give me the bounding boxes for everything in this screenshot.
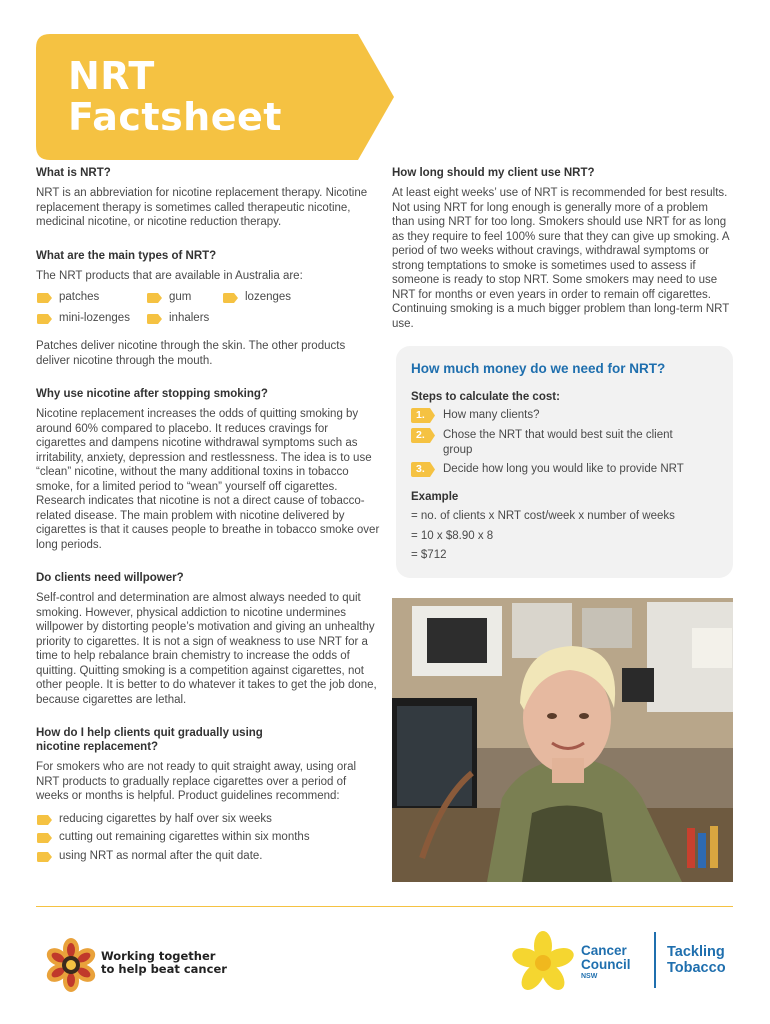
quit-gradually-body: For smokers who are not ready to quit straight away, using oral NRT products to gradually replace cigarettes over a period of weeks or months is helpful. Product guidelines recommend:: [36, 761, 357, 802]
tag-bullet-icon: [37, 314, 52, 324]
right-column: [392, 166, 732, 331]
nrt-type-item: [222, 290, 291, 305]
cancer-council-word-1: Cancer: [581, 943, 627, 958]
list-item-text: reducing cigarettes by half over six weeks: [59, 812, 272, 825]
step-number: 2.: [416, 429, 425, 441]
nrt-type-label: inhalers: [169, 312, 210, 324]
example-heading: Example: [411, 491, 459, 503]
quit-gradually-heading: [36, 726, 381, 754]
footer-tagline-line-1: Working together: [101, 949, 216, 963]
footer-divider: [36, 906, 733, 907]
page-title: [68, 56, 282, 138]
example-line-2: = 10 x $8.90 x 8: [411, 530, 494, 542]
office-photo: [392, 598, 733, 882]
tag-bullet-icon: [37, 852, 52, 862]
tag-bullet-icon: [147, 293, 162, 303]
page-title-line-1: NRT: [68, 54, 155, 98]
example-line-1: = no. of clients x NRT cost/week x number of weeks: [411, 510, 675, 522]
tag-bullet-icon: [37, 815, 52, 825]
cancer-council-word-2: Council: [581, 957, 631, 972]
cost-panel-title: How much money do we need for NRT?: [411, 361, 666, 376]
list-item-text: using NRT as normal after the quit date.: [59, 849, 263, 862]
why-nicotine-heading: Why use nicotine after stopping smoking?: [36, 388, 268, 400]
cost-panel: [396, 346, 733, 578]
how-long-heading: How long should my client use NRT?: [392, 167, 595, 179]
nrt-types-note: Patches deliver nicotine through the skin. The other products deliver nicotine through the mouth.: [36, 340, 346, 367]
cancer-council-logo: [510, 928, 740, 996]
example-line-3: = $712: [411, 549, 447, 561]
list-item-text: cutting out remaining cigarettes within six months: [59, 831, 310, 843]
nrt-type-label: mini-lozenges: [59, 312, 130, 324]
footer-tagline-line-2: to help beat cancer: [101, 962, 227, 976]
what-is-nrt-body: NRT is an abbreviation for nicotine replacement therapy. Nicotine replacement therapy is sometimes called therapeutic nicotine, medicinal nicotine, or nicotine reduction therapy.: [36, 187, 368, 228]
what-is-nrt-heading: What is NRT?: [36, 167, 111, 179]
quit-gradually-heading-line-1: How do I help clients quit gradually using: [36, 727, 263, 739]
logo-divider: [654, 932, 656, 988]
nrt-type-item: [146, 311, 209, 326]
nrt-type-label: lozenges: [245, 291, 292, 303]
title-banner: [36, 34, 394, 160]
list-item: [36, 812, 381, 827]
steps-heading: Steps to calculate the cost:: [411, 391, 560, 403]
step-number-badge: [411, 408, 435, 423]
step-text: Chose the NRT that would best suit the client group: [443, 429, 673, 456]
tackling-tobacco-word-1: Tackling: [667, 944, 725, 960]
step-number: 1.: [416, 409, 425, 421]
nrt-types-row-2: [36, 311, 381, 331]
guidelines-list: [36, 812, 381, 864]
nrt-type-label: gum: [169, 291, 192, 303]
tag-bullet-icon: [37, 833, 52, 843]
step-number-badge: [411, 462, 435, 477]
step-number-badge: [411, 428, 435, 443]
tag-bullet-icon: [147, 314, 162, 324]
daffodil-icon: [510, 928, 576, 994]
left-column: [36, 166, 381, 863]
tag-bullet-icon: [37, 293, 52, 303]
aboriginal-flower-icon: [44, 938, 98, 992]
nrt-type-item: [36, 311, 130, 326]
tackling-tobacco-word-2: Tobacco: [667, 960, 726, 976]
footer-left-logo: [44, 934, 254, 994]
step-number: 3.: [416, 463, 425, 475]
list-item: [36, 830, 381, 845]
tackling-tobacco-wordmark: [667, 944, 726, 976]
nrt-type-label: patches: [59, 291, 100, 303]
list-item: [36, 849, 381, 864]
nrt-type-item: [36, 290, 99, 305]
how-long-body: At least eight weeks’ use of NRT is recommended for best results. Not using NRT for long enough is generally more of a problem than using NRT for too long. Smokers should use NRT for as long as they require to feel 100% sure that they can give up smoking. A period of two weeks without cravings, withdrawal symptoms or strong temptations to smoke is sometimes used to assess if someone is ready to stop NRT. Some smokers may need to use NRT for months or even years in order to remain off cigarettes. Continuing smoking is a much bigger problem than long-term NRT use.: [392, 187, 730, 330]
main-types-heading: What are the main types of NRT?: [36, 249, 217, 262]
cancer-council-state: NSW: [581, 973, 598, 980]
photo-illustration: [392, 598, 733, 882]
step-text: Decide how long you would like to provide NRT: [443, 463, 684, 475]
tag-bullet-icon: [223, 293, 238, 303]
quit-gradually-heading-line-2: nicotine replacement?: [36, 741, 159, 753]
footer-tagline: [101, 950, 227, 976]
main-types-intro: The NRT products that are available in Australia are:: [36, 269, 303, 282]
nrt-type-item: [146, 290, 191, 305]
step-text: How many clients?: [443, 409, 540, 421]
why-nicotine-body: Nicotine replacement increases the odds of quitting smoking by around 60% compared to placebo. It reduces cravings for cigarettes and dampens nicotine withdrawal symptoms such as irritability, anxiety, depression and restlessness. The idea is to use “clean” nicotine, without the many additional toxins in tobacco smoke, for a limited period to “wean” yourself off cigarettes. Research indicates that nicotine is not a direct cause of tobacco-related disease. The main problem with nicotine delivered by cigarettes is that it causes people to breathe in tobacco smoke over long periods.: [36, 408, 380, 551]
nrt-types-row-1: [36, 290, 381, 310]
cancer-council-wordmark: [581, 944, 631, 981]
willpower-heading: Do clients need willpower?: [36, 572, 184, 584]
page-title-line-2: Factsheet: [68, 95, 282, 139]
willpower-body: Self-control and determination are almost always needed to quit smoking. However, physical addiction to nicotine undermines willpower by distorting people’s motivation and giving an unhealthy priority to cigarettes. It is not a sign of weakness to use NRT for a time to help rebalance brain chemistry to increase the odds of quitting. Quitting smoking is a competition against cigarettes, not other people. It is better to do whatever it takes to get the job done, because cigarettes are lethal.: [36, 592, 377, 706]
